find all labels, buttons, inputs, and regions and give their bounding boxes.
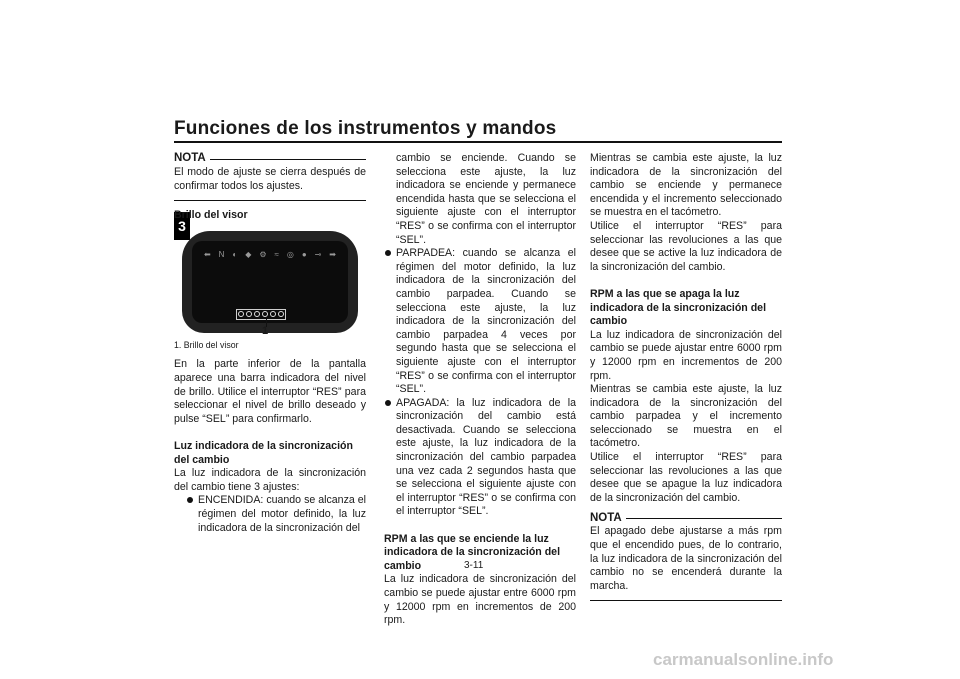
nota-end-rule — [174, 200, 366, 201]
bullet-encendida: ENCENDIDA: cuando se alcanza el régimen del motor definido, la luz indicadora de la sincronización del — [186, 494, 366, 535]
column-2 — [384, 152, 576, 628]
paragraph-rpm-on: La luz indicadora de sincronización del cambio se puede ajustar entre 6000 rpm y 12000 rpm en incrementos de 200 rpm. — [384, 573, 576, 627]
temperature-icon: ≈ — [274, 249, 279, 259]
nota-rule-2 — [626, 518, 782, 519]
nota-label-2: NOTA — [590, 511, 622, 524]
bullet-parpadea: PARPADEA: cuando se alcanza el régimen del motor definido, la luz indicadora de la sincronización del cambio parpadea. Cuando se selecciona este ajuste, la luz indicadora de la sincronización del cambio parpadea 4 veces por segundo hasta que se selecciona el siguiente ajuste con el interruptor “RES” o se confirma con el interruptor “SEL”. — [384, 247, 576, 397]
indicator-lights-row — [204, 249, 336, 261]
warning-icon: ● — [301, 249, 307, 259]
nota-heading — [174, 152, 366, 166]
abs-icon: ◎ — [286, 249, 294, 259]
column-3 — [590, 152, 782, 609]
headlight-icon: ◐ — [232, 249, 238, 259]
paragraph-rpm-off-2: Mientras se cambia este ajuste, la luz indicadora de la sincronización del cambio parpadea y el incremento seleccionado se muestra en el tacómetro. — [590, 383, 782, 450]
neutral-icon: N — [218, 249, 225, 259]
nota-end-rule-2 — [590, 600, 782, 601]
level-dot — [246, 311, 252, 317]
paragraph-brillo: En la parte inferior de la pantalla aparece una barra indicadora del nivel de brillo. Utilice el interruptor “RES” para seleccionar el nivel de brillo deseado y pulse “SEL” para confirmarlo. — [174, 358, 366, 425]
page-number: 3-11 — [464, 560, 484, 571]
turn-right-icon: ➡ — [329, 249, 336, 259]
nota-text-2: El apagado debe ajustarse a más rpm que el encendido pues, de lo contrario, la luz indicadora de la sincronización del cambio no se encenderá durante la marcha. — [590, 525, 782, 592]
paragraph-rpm-off-3: Utilice el interruptor “RES” para seleccionar las revoluciones a las que desee que se apague la luz indicadora de la sincronización del cambio. — [590, 451, 782, 504]
figure-caption: 1. Brillo del visor — [174, 339, 239, 350]
nota-text: El modo de ajuste se cierra después de confirmar todos los ajustes. — [174, 166, 366, 192]
section-heading-rpm-off: RPM a las que se apaga la luz indicadora de la sincronización del cambio — [590, 287, 767, 328]
section-heading-brillo: Brillo del visor — [174, 209, 248, 222]
page-title: Funciones de los instrumentos y mandos — [174, 118, 557, 139]
callout-number: 1 — [262, 324, 269, 337]
bullet-apagada: APAGADA: la luz indicadora de la sincronización del cambio está desactivada. Cuando se selecciona este ajuste, la luz indicadora de la sincronización del cambio parpadea una vez cada 2 segundos hasta que se selecciona el siguiente ajuste con el interruptor “RES” o se confirma con el interruptor “SEL”. — [384, 397, 576, 519]
nota-rule — [210, 159, 366, 160]
chapter-tab: 3 — [174, 212, 190, 240]
bullet-encendida-continued: cambio se enciende. Cuando se selecciona este ajuste, la luz indicadora se enciende y permanece encendida hasta que se selecciona el siguiente ajuste con el interruptor “RES” o se confirma con el interruptor “SEL”. — [396, 152, 576, 246]
level-dot — [270, 311, 276, 317]
level-dot — [238, 311, 244, 317]
header-divider — [174, 141, 782, 143]
watermark: carmanualsonline.info — [653, 650, 834, 669]
turn-left-icon: ⬅ — [204, 249, 211, 259]
oil-icon: ◆ — [245, 249, 252, 259]
level-dot — [262, 311, 268, 317]
column-1 — [174, 152, 366, 535]
paragraph-rpm-on-continued: Mientras se cambia este ajuste, la luz indicadora de la sincronización del cambio se enciende y permanece encendida y el incremento seleccionado se muestra en el tacómetro. — [590, 152, 782, 219]
paragraph-rpm-on-res: Utilice el interruptor “RES” para seleccionar las revoluciones a las que desee que se active la luz indicadora de la sincronización del cambio. — [590, 219, 782, 273]
nota-label: NOTA — [174, 152, 206, 165]
section-heading-rpm-on: RPM a las que se enciende la luz indicadora de la sincronización del cambio — [384, 532, 561, 572]
brightness-level-bar — [236, 309, 286, 320]
dashboard-display-figure — [174, 227, 366, 339]
paragraph-sync-intro: La luz indicadora de la sincronización del cambio tiene 3 ajustes: — [174, 467, 366, 493]
section-heading-sync: Luz indicadora de la sincronización del cambio — [174, 439, 353, 466]
paragraph-rpm-off: La luz indicadora de sincronización del cambio se puede ajustar entre 6000 rpm y 12000 rpm en incrementos de 200 rpm. — [590, 328, 782, 382]
nota-heading-2 — [590, 511, 782, 525]
engine-icon: ⚙ — [259, 249, 267, 259]
key-icon: ⊸ — [314, 249, 322, 259]
level-dot — [254, 311, 260, 317]
level-dot — [278, 311, 284, 317]
